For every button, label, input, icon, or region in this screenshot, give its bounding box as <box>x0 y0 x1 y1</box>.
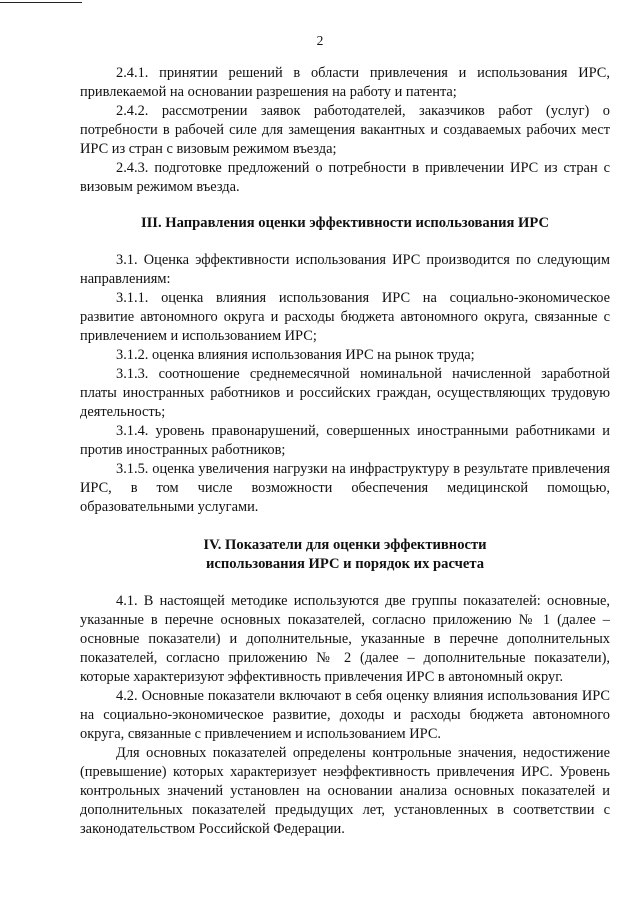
paragraph-3-1-2: 3.1.2. оценка влияния использования ИРС на рынок труда; <box>116 346 475 363</box>
paragraph-4-1: 4.1. В настоящей методике используются две группы показателей: основные, указанные в перечне основных показателей, согласно приложению № 1 (далее – основные показатели) и дополнительные, указанные в перечне дополнительных показателей, согласно приложению № 2 (далее – дополнительные показатели), которые характеризуют эффективность привлечения ИРС в автономный округ. <box>80 592 610 685</box>
scan-edge-mark <box>0 2 82 3</box>
section-4-heading <box>80 536 610 575</box>
paragraph-2-4-1: 2.4.1. принятии решений в области привлечения и использования ИРС, привлекаемой на основании разрешения на работу и патента; <box>80 65 610 100</box>
paragraph-4-2: 4.2. Основные показатели включают в себя оценку влияния использования ИРС на социально-экономическое развитие, доходы и расходы бюджета автономного округа, связанные с привлечением и использованием ИРС. <box>80 687 610 742</box>
section-4-heading-line-1: IV. Показатели для оценки эффективности <box>203 536 487 553</box>
paragraph-3-1-5: 3.1.5. оценка увеличения нагрузки на инфраструктуру в результате привлечения ИРС, в том числе возможности обеспечения медицинской помощью, образовательными услугами. <box>80 460 610 515</box>
paragraph-3-1-3: 3.1.3. соотношение среднемесячной номинальной начисленной заработной платы иностранных работников и российских граждан, осуществляющих трудовую деятельность; <box>80 365 610 420</box>
paragraph-3-1-1: 3.1.1. оценка влияния использования ИРС на социально-экономическое развитие автономного округа и расходы бюджета автономного округа, связанные с привлечением и использованием ИРС; <box>80 289 610 344</box>
paragraph-2-4-2: 2.4.2. рассмотрении заявок работодателей, заказчиков работ (услуг) о потребности в рабочей силе для замещения вакантных и создаваемых рабочих мест ИРС из стран с визовым режимом въезда; <box>80 103 610 157</box>
paragraph-2-4-3: 2.4.3. подготовке предложений о потребности в привлечении ИРС из стран с визовым режимом въезда. <box>80 160 610 195</box>
section-3-heading: III. Направления оценки эффективности использования ИРС <box>140 215 550 231</box>
paragraph-4-2-control-values: Для основных показателей определены контрольные значения, недостижение (превышение) которых характеризует неэффективность привлечения ИРС. Уровень контрольных значений установлен на основании анализа основных показателей и дополнительных показателей предыдущих лет, установленных в соответствии с законодательством Российской Федерации. <box>80 744 610 837</box>
document-body <box>80 64 610 839</box>
page-number: 2 <box>316 33 324 48</box>
paragraph-3-1: 3.1. Оценка эффективности использования ИРС производится по следующим направлениям: <box>80 251 610 287</box>
paragraph-3-1-4: 3.1.4. уровень правонарушений, совершенных иностранными работниками и против иностранных работников; <box>80 422 610 458</box>
section-4-heading-line-2: использования ИРС и порядок их расчета <box>205 556 484 572</box>
